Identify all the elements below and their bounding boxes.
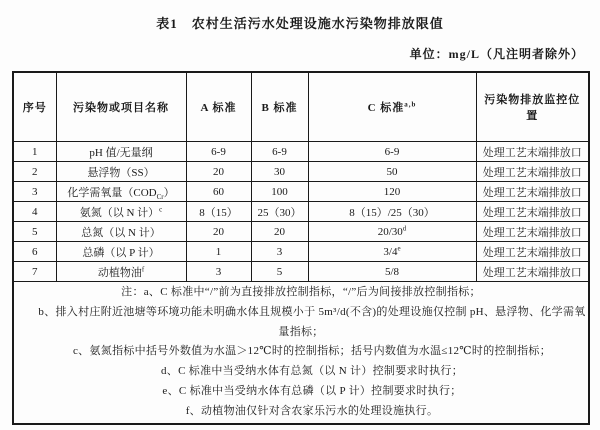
table-row	[13, 262, 589, 282]
table-row	[13, 142, 589, 162]
cell-location: 处理工艺末端排放口	[476, 162, 589, 182]
cell-std-b: 6-9	[251, 142, 308, 162]
table-row	[13, 242, 589, 262]
table-footnotes	[13, 282, 589, 424]
cell-std-c: 8（15）/25（30）	[308, 202, 476, 222]
cell-std-a: 6-9	[186, 142, 251, 162]
cell-std-b: 100	[251, 182, 308, 202]
table-header-row	[13, 72, 589, 142]
cell-index: 3	[13, 182, 56, 202]
cell-index: 4	[13, 202, 56, 222]
col-header-name: 污染物或项目名称	[56, 72, 186, 142]
cell-pollutant-name: 悬浮物（SS）	[56, 162, 186, 182]
col-header-location: 污染物排放监控位置	[476, 72, 589, 142]
cell-location: 处理工艺末端排放口	[476, 202, 589, 222]
footnote-c: c、氨氮指标中括号外数值为水温＞12℃时的控制指标；括号内数值为水温≤12℃时的控制指标；	[72, 345, 552, 358]
cell-std-c: 6-9	[308, 142, 476, 162]
cell-pollutant-name: 总氮（以 N 计）	[56, 222, 186, 242]
cell-std-b: 25（30）	[251, 202, 308, 222]
col-header-std-c: C 标准$^{a,b}$	[308, 72, 476, 142]
footnote-f: f、动植物油仅针对含农家乐污水的处理设施执行。	[185, 404, 439, 417]
col-header-index: 序号	[13, 72, 56, 142]
cell-std-a: 20	[186, 222, 251, 242]
footnote-a: 注：a、C 标准中“/”前为直接排放控制指标，“/”后为间接排放控制指标；	[121, 286, 481, 298]
cell-std-a: 3	[186, 262, 251, 282]
cell-std-c: 3/4e	[308, 242, 476, 262]
cell-std-b: 20	[251, 222, 308, 242]
footnote-e: e、C 标准中当受纳水体有总磷（以 P 计）控制要求时执行；	[162, 384, 462, 397]
cell-std-a: 20	[186, 162, 251, 182]
col-header-std-a: A 标准	[186, 72, 251, 142]
cell-std-c: 5/8	[308, 262, 476, 282]
cell-location: 处理工艺末端排放口	[476, 222, 589, 242]
cell-pollutant-name: pH 值/无量纲	[56, 142, 186, 162]
cell-location: 处理工艺末端排放口	[476, 182, 589, 202]
cell-index: 5	[13, 222, 56, 242]
table-title: 表1 农村生活污水处理设施水污染物排放限值	[156, 16, 444, 31]
cell-pollutant-name: 氨氮（以 N 计）$^c$	[56, 202, 186, 222]
footnote-b: b、排入村庄附近池塘等环境功能未明确水体且规模小于 5m³/d(不含)的处理设施仅控制 pH、悬浮物、化学需氧量指标；	[38, 305, 586, 338]
cell-location: 处理工艺末端排放口	[476, 242, 589, 262]
table-row	[13, 182, 589, 202]
cell-std-b: 3	[251, 242, 308, 262]
cell-index: 6	[13, 242, 56, 262]
cell-index: 7	[13, 262, 56, 282]
cell-std-a: 8（15）	[186, 202, 251, 222]
cell-std-a: 1	[186, 242, 251, 262]
col-header-std-b: B 标准	[251, 72, 308, 142]
cell-std-c: 120	[308, 182, 476, 202]
cell-index: 1	[13, 142, 56, 162]
cell-std-b: 30	[251, 162, 308, 182]
cell-pollutant-name: 总磷（以 P 计）	[56, 242, 186, 262]
table-row	[13, 162, 589, 182]
table-row	[13, 202, 589, 222]
cell-location: 处理工艺末端排放口	[476, 142, 589, 162]
notes-row	[13, 282, 589, 424]
footnote-d: d、C 标准中当受纳水体有总氮（以 N 计）控制要求时执行；	[160, 365, 464, 378]
unit-note: 单位：mg/L（凡注明者除外）	[409, 47, 584, 61]
cell-std-a: 60	[186, 182, 251, 202]
cell-std-c: 20/30$^d$	[308, 222, 476, 242]
cell-index: 2	[13, 162, 56, 182]
cell-location: 处理工艺末端排放口	[476, 262, 589, 282]
header-footnote-marker: a,b	[404, 100, 417, 109]
cell-std-b: 5	[251, 262, 308, 282]
cell-std-c: 50	[308, 162, 476, 182]
cell-pollutant-name: 化学需氧量$(COD_{Cr})$	[56, 182, 186, 202]
cell-pollutant-name: 动植物油$^f$	[56, 262, 186, 282]
table-row	[13, 222, 589, 242]
pollutant-limits-table	[12, 71, 590, 425]
